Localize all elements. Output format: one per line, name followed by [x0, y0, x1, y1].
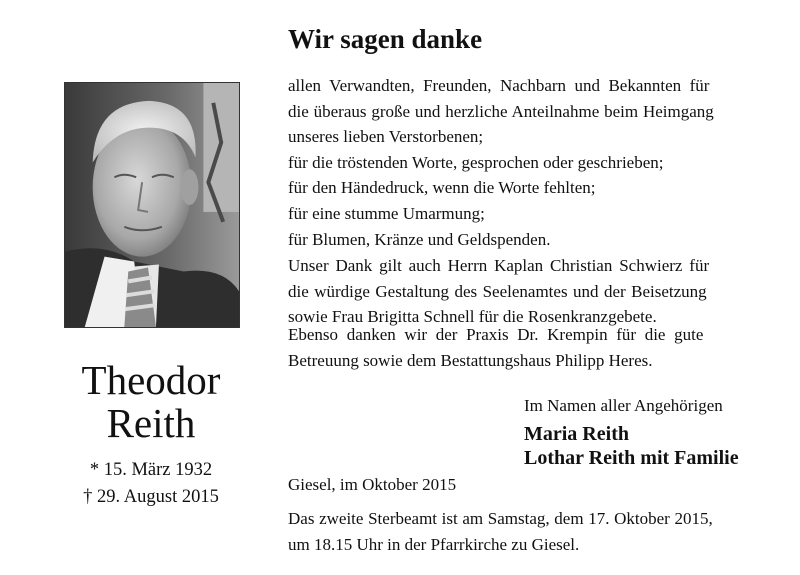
thanks-line: für die tröstenden Worte, gesprochen oder geschrieben;: [288, 152, 664, 172]
dank-paragraph: [288, 253, 772, 330]
dank-line: die würdige Gestaltung des Seelenamtes und der Beisetzung: [288, 281, 707, 301]
ebenso-line: Ebenso danken wir der Praxis Dr. Krempin für die gute: [288, 325, 704, 344]
thanks-paragraph: [288, 73, 772, 252]
thanks-line: für eine stumme Umarmung;: [288, 203, 485, 223]
thanks-line: die überaus große und herzliche Anteilnahme beim Heimgang: [288, 101, 714, 121]
dank-line: sowie Frau Brigitta Schnell für die Rosenkranzgebete.: [288, 307, 657, 327]
deceased-last-name: Reith: [106, 400, 196, 446]
thanks-line: für den Händedruck, wenn die Worte fehlten;: [288, 178, 596, 198]
signature-intro: Im Namen aller Angehörigen: [524, 396, 723, 415]
ebenso-line: Betreuung sowie dem Bestattungshaus Philipp Heres.: [288, 350, 653, 370]
signature-name: Maria Reith: [524, 423, 629, 445]
notice-heading: Wir sagen danke: [288, 24, 483, 54]
ebenso-paragraph: [288, 322, 772, 373]
portrait-image: [65, 83, 239, 327]
dank-line: Unser Dank gilt auch Herrn Kaplan Christian Schwierz für: [288, 256, 710, 275]
portrait-photo: [64, 82, 240, 328]
deceased-first-name: Theodor: [81, 357, 221, 403]
signature-name: Lothar Reith mit Familie: [524, 447, 739, 469]
thanks-line: allen Verwandten, Freunden, Nachbarn und Bekannten für: [288, 76, 710, 95]
birth-date: * 15. März 1932: [89, 460, 213, 480]
place-and-date: Giesel, im Oktober 2015: [288, 475, 457, 494]
service-line: Das zweite Sterbeamt ist am Samstag, dem 17. Oktober 2015,: [288, 509, 713, 528]
service-line: um 18.15 Uhr in der Pfarrkirche zu Giesel.: [288, 534, 580, 554]
service-paragraph: [288, 506, 772, 557]
death-date: † 29. August 2015: [83, 487, 219, 507]
thanks-line: unseres lieben Verstorbenen;: [288, 127, 484, 147]
thanks-line: für Blumen, Kränze und Geldspenden.: [288, 229, 551, 249]
